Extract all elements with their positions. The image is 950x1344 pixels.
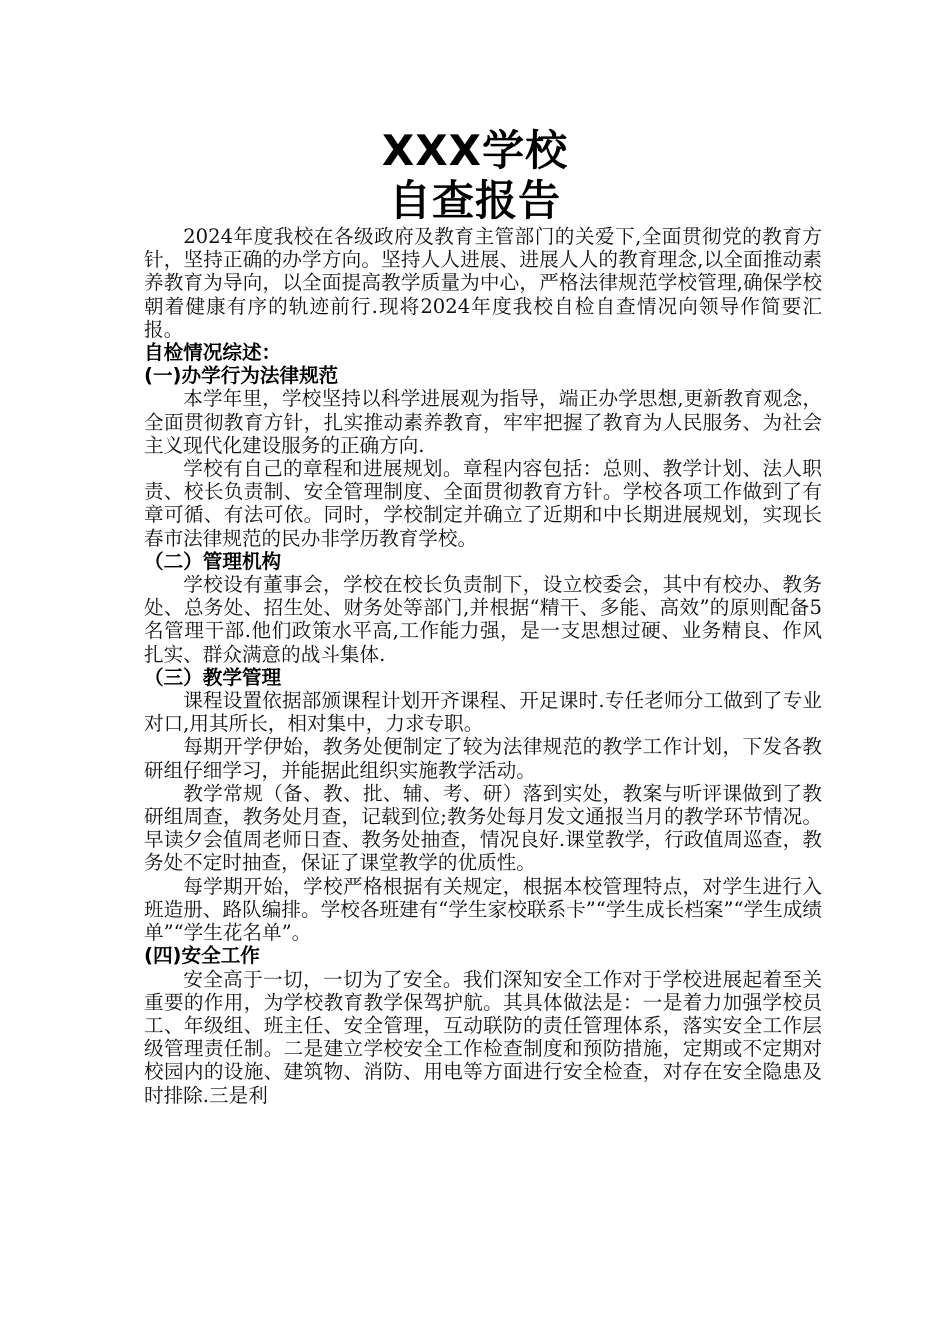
section-heading-safety: (四)安全工作: [144, 944, 260, 968]
report-title: [0, 126, 950, 226]
section-paragraph: 每期开学伊始，教务处便制定了较为法律规范的教学工作计划，下发各教研组仔细学习，并能据此组织实施教学活动。: [144, 735, 822, 782]
section-heading-conduct: (一)办学行为法律规范: [144, 364, 339, 388]
intro-paragraph: 2024年度我校在各级政府及教育主管部门的关爱下,全面贯彻党的教育方针，坚持正确的办学方向。坚持人人进展、进展人人的教育理念,以全面推动素养教育为导向，以全面提高教学质量为中心，严格法律规范学校管理,确保学校朝着健康有序的轨迹前行.现将2024年度我校自检自查情况向领导作简要汇报。: [144, 225, 822, 341]
section-paragraph: 每学期开始，学校严格根据有关规定，根据本校管理特点，对学生进行入班造册、路队编排。学校各班建有“学生家校联系卡”“学生成长档案”“学生成绩单”“学生花名单”。: [144, 874, 822, 945]
report-body: [144, 225, 822, 1107]
section-paragraph: 教学常规（备、教、批、辅、考、研）落到实处，教案与听评课做到了教研组周查，教务处月查，记载到位;教务处每月发文通报当月的教学环节情况。早读夕会值周老师日查、教务处抽查，情况良好.课堂教学，行政值周巡查，教务处不定时抽查，保证了课堂教学的优质性。: [144, 781, 822, 875]
section-paragraph: 本学年里，学校坚持以科学进展观为指导，端正办学思想,更新教育观念，全面贯彻教育方针，扎实推动素养教育，牢牢把握了教育为人民服务、为社会主义现代化建设服务的正确方向.: [144, 387, 822, 457]
section-paragraph: 课程设置依据部颁课程计划开齐课程、开足课时.专任老师分工做到了专业对口,用其所长，相对集中，力求专职。: [144, 689, 822, 736]
section-heading-management: （二）管理机构: [144, 549, 282, 573]
title-report-name: 自查报告: [388, 176, 561, 225]
overview-heading: 自检情况综述：: [144, 341, 282, 365]
section-paragraph: 学校有自己的章程和进展规划。章程内容包括：总则、教学计划、法人职责、校长负责制、安全管理制度、全面贯彻教育方针。学校各项工作做到了有章可循、有法可依。同时，学校制定并确立了近期和中长期进展规划，实现长春市法律规范的民办非学历教育学校。: [144, 457, 822, 550]
section-heading-teaching: （三）教学管理: [144, 665, 282, 689]
title-school-name: XXX学校: [381, 126, 569, 175]
section-paragraph: 安全高于一切，一切为了安全。我们深知安全工作对于学校进展起着至关重要的作用，为学校教育教学保驾护航。其具体做法是：一是着力加强学校员工、年级组、班主任、安全管理，互动联防的责任管理体系，落实安全工作层级管理责任制。二是建立学校安全工作检查制度和预防措施，定期或不定期对校园内的设施、建筑物、消防、用电等方面进行安全检查，对存在安全隐患及时排除.三是利: [144, 967, 822, 1107]
section-paragraph: 学校设有董事会，学校在校长负责制下，设立校委会，其中有校办、教务处、总务处、招生处、财务处等部门,并根据“精干、多能、高效”的原则配备5名管理干部.他们政策水平高,工作能力强，是一支思想过硬、业务精良、作风扎实、群众满意的战斗集体.: [144, 573, 822, 666]
